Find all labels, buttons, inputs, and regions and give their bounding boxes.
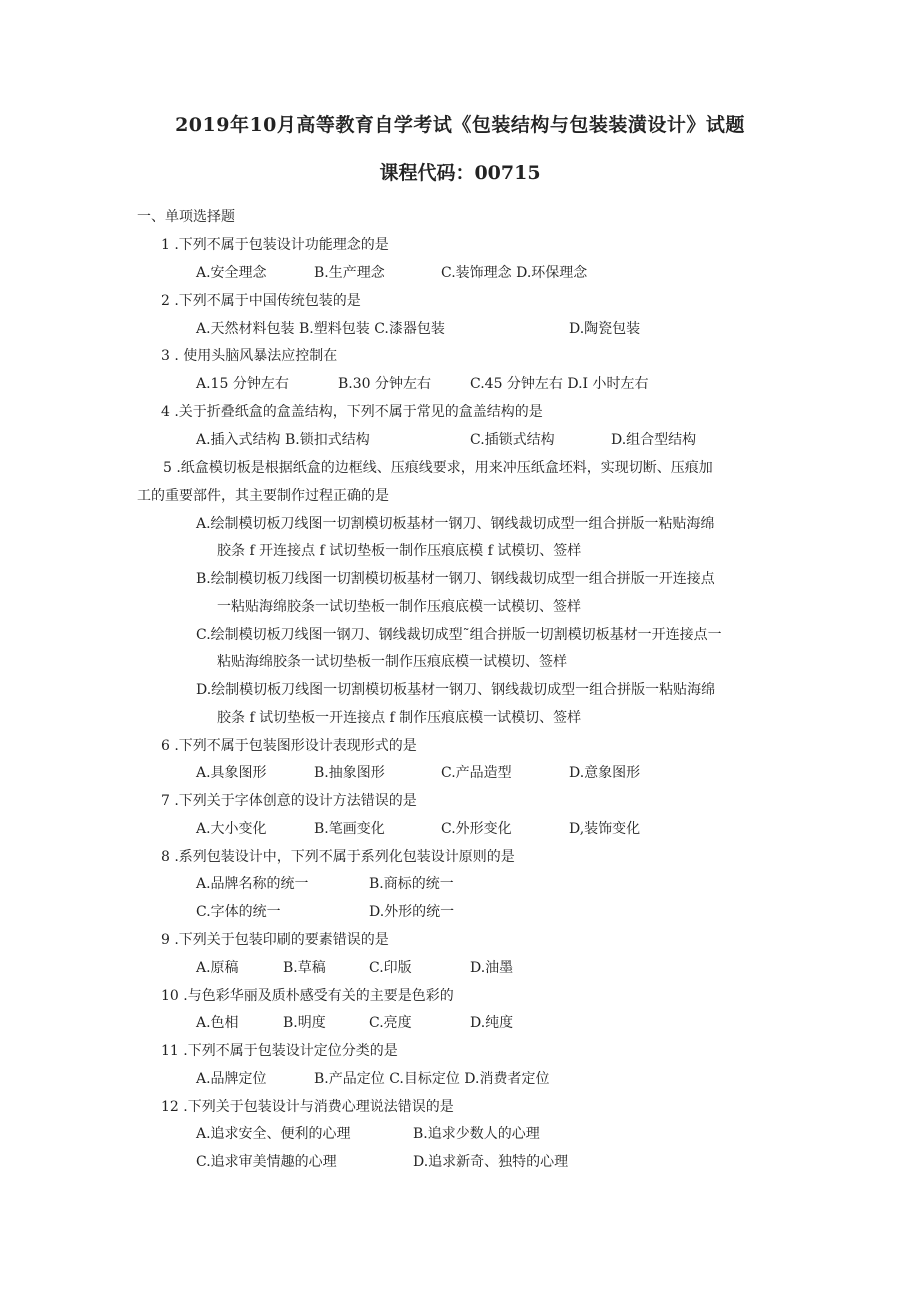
question-11: 11 .下列不属于包装设计定位分类的是 <box>161 1043 398 1059</box>
question-6: 6 .下列不属于包装图形设计表现形式的是 <box>161 738 417 754</box>
q12-option-d: D.追求新奇、独特的心理 <box>413 1154 569 1170</box>
section-heading: 一、单项选择题 <box>137 209 235 225</box>
q9-option-b: B.草稿 <box>283 960 326 976</box>
q5-option-c-line-1: C.绘制模切板刀线图一钢刀、钢线裁切成型˜组合拼版一切割模切板基材一开连接点一 <box>196 627 722 643</box>
q9-option-d: D.油墨 <box>470 960 514 976</box>
question-5-line-2: 工的重要部件，其主要制作过程正确的是 <box>137 488 389 504</box>
q3-option-a: A.15 分钟左右 <box>196 376 289 392</box>
q10-option-d: D.纯度 <box>470 1015 514 1031</box>
question-2: 2 .下列不属于中国传统包装的是 <box>161 293 361 309</box>
q10-option-b: B.明度 <box>283 1015 326 1031</box>
q6-option-c: C.产品造型 <box>441 765 512 781</box>
q4-option-ab: A.插入式结构 B.锁扣式结构 <box>196 432 370 448</box>
q7-option-a: A.大小变化 <box>196 821 267 837</box>
q12-option-b: B.追求少数人的心理 <box>413 1126 540 1142</box>
q5-option-a-line-1: A.绘制模切板刀线图一切割模切板基材一钢刀、钢线裁切成型一组合拼版一粘贴海绵 <box>196 516 715 532</box>
q2-option-d: D.陶瓷包装 <box>569 321 641 337</box>
q1-option-cd: C.装饰理念 D.环保理念 <box>441 265 588 281</box>
q6-option-b: B.抽象图形 <box>314 765 385 781</box>
exam-title: 2019年10月高等教育自学考试《包装结构与包装装潢设计》试题 <box>175 114 745 136</box>
q1-option-b: B.生产理念 <box>314 265 385 281</box>
q1-option-a: A.安全理念 <box>196 265 267 281</box>
question-3: 3 . 使用头脑风暴法应控制在 <box>161 348 338 364</box>
question-4: 4 .关于折叠纸盒的盒盖结构，下列不属于常见的盒盖结构的是 <box>161 404 543 420</box>
q6-option-d: D.意象图形 <box>569 765 641 781</box>
q9-option-c: C.印版 <box>369 960 412 976</box>
q11-option-bcd: B.产品定位 C.目标定位 D.消费者定位 <box>314 1071 550 1087</box>
q2-option-abc: A.天然材料包装 B.塑料包装 C.漆器包装 <box>196 321 445 337</box>
q7-option-b: B.笔画变化 <box>314 821 385 837</box>
q10-option-c: C.亮度 <box>369 1015 412 1031</box>
question-9: 9 .下列关于包装印刷的要素错误的是 <box>161 932 389 948</box>
q11-option-a: A.品牌定位 <box>196 1071 267 1087</box>
q3-option-b: B.30 分钟左右 <box>338 376 432 392</box>
question-1: 1 .下列不属于包装设计功能理念的是 <box>161 237 389 253</box>
q5-option-b-line-1: B.绘制模切板刀线图一切割模切板基材一钢刀、钢线裁切成型一组合拼版一开连接点 <box>196 571 715 587</box>
q5-option-a-line-2: 胶条 f 开连接点 f 试切垫板一制作压痕底模 f 试模切、签样 <box>217 543 582 559</box>
q3-option-cd: C.45 分钟左右 D.I 小时左右 <box>470 376 649 392</box>
q7-option-c: C.外形变化 <box>441 821 512 837</box>
q12-option-c: C.追求审美情趣的心理 <box>196 1154 337 1170</box>
q6-option-a: A.具象图形 <box>196 765 267 781</box>
question-12: 12 .下列关于包装设计与消费心理说法错误的是 <box>161 1099 454 1115</box>
q5-option-d-line-2: 胶条 f 试切垫板一开连接点 f 制作压痕底模一试模切、签样 <box>217 710 582 726</box>
q10-option-a: A.色相 <box>196 1015 239 1031</box>
q4-option-d: D.组合型结构 <box>611 432 697 448</box>
q4-option-c: C.插锁式结构 <box>470 432 555 448</box>
q8-option-b: B.商标的统一 <box>369 876 454 892</box>
question-8: 8 .系列包装设计中，下列不属于系列化包装设计原则的是 <box>161 849 515 865</box>
q12-option-a: A.追求安全、便利的心理 <box>196 1126 351 1142</box>
question-10: 10 .与色彩华丽及质朴感受有关的主要是色彩的 <box>161 988 454 1004</box>
q8-option-d: D.外形的统一 <box>369 904 455 920</box>
q5-option-c-line-2: 粘贴海绵胶条一试切垫板一制作压痕底模一试模切、签样 <box>217 654 567 670</box>
q5-option-b-line-2: 一粘贴海绵胶条一试切垫板一制作压痕底模一试模切、签样 <box>217 599 581 615</box>
q9-option-a: A.原稿 <box>196 960 239 976</box>
question-5-line-1: 5 .纸盒模切板是根据纸盒的边框线、压痕线要求，用来冲压纸盒坯料，实现切断、压痕加 <box>163 460 713 476</box>
q8-option-a: A.品牌名称的统一 <box>196 876 309 892</box>
q7-option-d: D,装饰变化 <box>569 821 641 837</box>
question-7: 7 .下列关于字体创意的设计方法错误的是 <box>161 793 417 809</box>
q5-option-d-line-1: D.绘制模切板刀线图一切割模切板基材一钢刀、钢线裁切成型一组合拼版一粘贴海绵 <box>196 682 716 698</box>
course-code: 课程代码：00715 <box>379 162 541 184</box>
q8-option-c: C.字体的统一 <box>196 904 281 920</box>
